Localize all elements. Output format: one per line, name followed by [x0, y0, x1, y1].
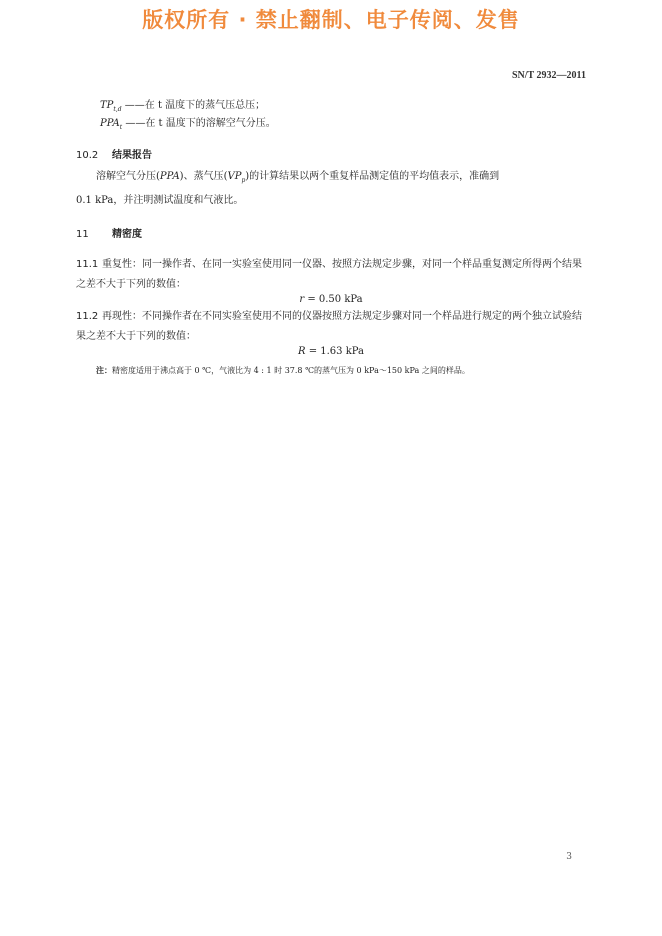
symbol-description: 在 t 温度下的溶解空气分压。: [145, 118, 276, 129]
symbol-separator: ——: [125, 118, 146, 129]
clause-number: 11.2: [76, 311, 99, 322]
repeatability-clause: [76, 255, 586, 295]
symbol-separator: ——: [124, 100, 145, 111]
standard-code: SN/T 2932—2011: [512, 70, 586, 81]
symbol-definition: [100, 99, 265, 117]
symbol-name: $TP_{t,d}$: [100, 100, 122, 113]
clause-number: 11.1: [76, 259, 99, 270]
section-number: 11: [76, 229, 89, 240]
clause-text: 再现性：不同操作者在不同实验室使用不同的仪器按照方法规定步骤对同一个样品进行规定的两个独立试验结果之差不大于下列的数值：: [76, 311, 582, 342]
result-report-paragraph: 溶解空气分压(PPA)、蒸气压$(VP_p)$的计算结果以两个重复样品测定值的平均值表示，准确到 0.1 kPa，并注明测试温度和气液比。: [76, 171, 500, 206]
section-heading-11: [76, 225, 142, 240]
note-text: 精密度适用于沸点高于 0 ℃，气液比为 4 : 1 时 37.8 ℃的蒸气压为 0 kPa～150 kPa 之间的样品。: [112, 366, 470, 375]
section-title: 结果报告: [112, 150, 152, 161]
repeatability-formula: r = 0.50 kPa: [299, 294, 363, 305]
section-number: 10.2: [76, 150, 99, 161]
section-title: 精密度: [112, 229, 142, 240]
precision-note: [96, 365, 470, 377]
clause-text: 重复性：同一操作者、在同一实验室使用同一仪器、按照方法规定步骤，对同一个样品重复测定所得两个结果之差不大于下列的数值：: [76, 259, 582, 290]
symbol-name: $PPA_t$: [100, 118, 123, 131]
reproducibility-clause: [76, 307, 586, 347]
page-number: 3: [566, 852, 572, 862]
symbol-definition: [100, 117, 276, 135]
reproducibility-formula: R = 1.63 kPa: [297, 346, 364, 357]
copyright-watermark: 版权所有 · 禁止翻制、电子传阅、发售: [142, 8, 520, 32]
note-label: 注：: [96, 366, 112, 375]
section-heading-10-2: [76, 146, 152, 161]
symbol-description: 在 t 温度下的蒸气压总压；: [144, 100, 266, 111]
